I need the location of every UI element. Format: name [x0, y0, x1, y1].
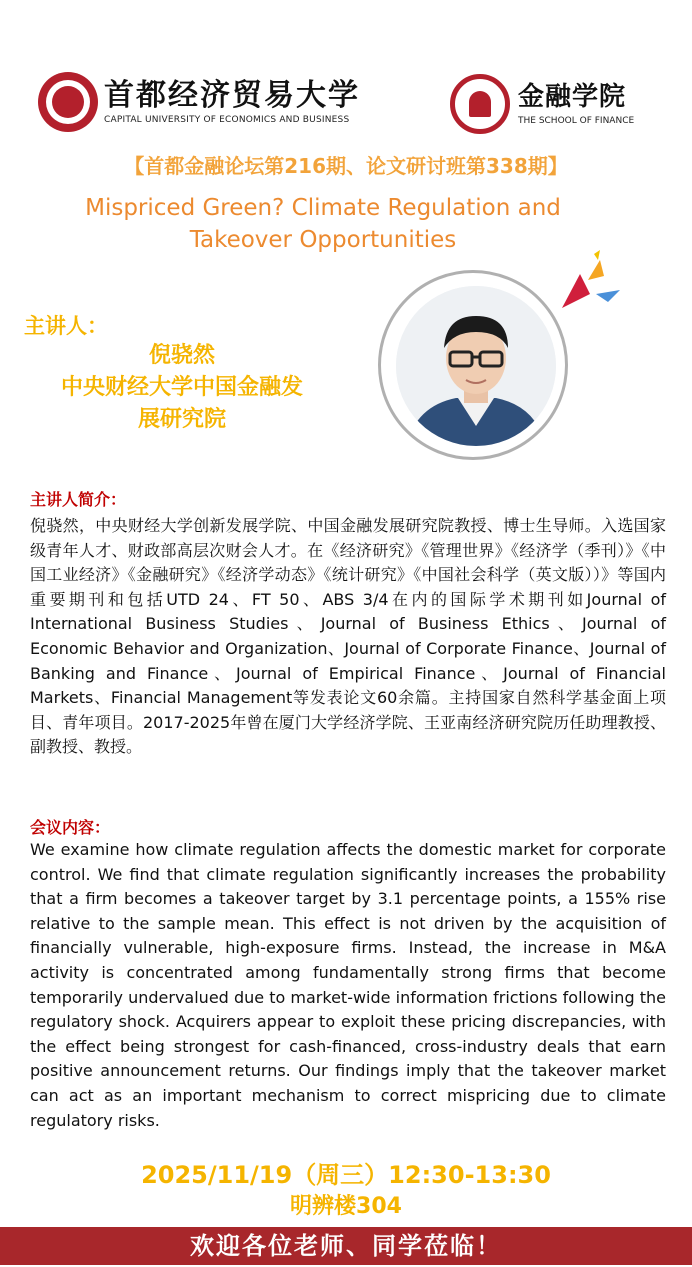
talk-title — [70, 192, 576, 256]
school-name-cn: 金融学院 — [518, 82, 627, 112]
cueb-logo — [38, 72, 360, 132]
bio-label: 主讲人简介： — [30, 490, 127, 509]
talk-title-line1: Mispriced Green? Climate Regulation and — [85, 195, 561, 221]
event-datetime: 2025/11/19（周三）12:30-13:30 — [141, 1161, 551, 1189]
cueb-seal-icon — [38, 72, 98, 132]
welcome-banner-text: 欢迎各位老师、同学莅临！ — [190, 1231, 502, 1260]
speaker-label: 主讲人： — [24, 314, 108, 338]
content-text: We examine how climate regulation affects the domestic market for corporate control. We find that climate regulation significantly increases the probability that a firm becomes a takeover target by 3.1 percentage points, a 155% rise relative to the sample mean. This effect is not driven by the acquisition of financially vulnerable, high-exposure firms. Instead, the increase in M&A activity is concentrated among fundamentally strong firms that become temporarily undervalued due to market-wide information frictions following the regulatory shock. Acquirers appear to exploit these pricing discrepancies, with the effect being strongest for cash-financed, cross-industry deals that earn positive announcement returns. Our findings imply that the takeover market can act as an important mechanism to correct mispricing due to climate regulatory risks. — [30, 840, 666, 1130]
cueb-name-cn: 首都经济贸易大学 — [104, 78, 360, 113]
cueb-name-en: CAPITAL UNIVERSITY OF ECONOMICS AND BUSINESS — [104, 115, 350, 125]
speaker-info — [20, 340, 344, 436]
speaker-affiliation-line1: 中央财经大学中国金融发 — [60, 375, 303, 400]
forum-line: 【首都金融论坛第216期、论文研讨班第338期】 — [124, 154, 568, 178]
talk-title-line2: Takeover Opportunities — [189, 227, 457, 253]
school-seal-icon — [450, 74, 510, 134]
bio-text: 倪骁然，中央财经大学创新发展学院、中国金融发展研究院教授、博士生导师。入选国家级青年人才、财政部高层次财会人才。在《经济研究》《管理世界》《经济学（季刊）》《中国工业经济》《金融研究》《经济学动态》《统计研究》《中国社会科学（英文版））》等国内重要期刊和包括UTD 24、FT 50、ABS 3/4在内的国际学术期刊如Journal of International Business Studies、Journal of Business Ethics、Journal of Economic Behavior and Organization、Journal of Corporate Finance、Journal of Banking and Finance、Journal of Empirical Finance、Journal of Financial Markets、Financial Management等发表论文60余篇。主持国家自然科学基金面上项目、青年项目。2017-2025年曾在厦门大学经济学院、王亚南经济研究院历任助理教授、副教授、教授。 — [30, 516, 667, 757]
school-name-en: THE SCHOOL OF FINANCE — [518, 116, 635, 126]
event-location: 明辨楼304 — [290, 1194, 402, 1219]
school-logo — [450, 74, 634, 134]
decoration-triangles-icon — [558, 250, 628, 314]
speaker-photo — [396, 286, 556, 446]
speaker-name: 倪骁然 — [148, 343, 215, 368]
content-label: 会议内容： — [30, 818, 111, 837]
speaker-affiliation-line2: 展研究院 — [137, 407, 226, 432]
